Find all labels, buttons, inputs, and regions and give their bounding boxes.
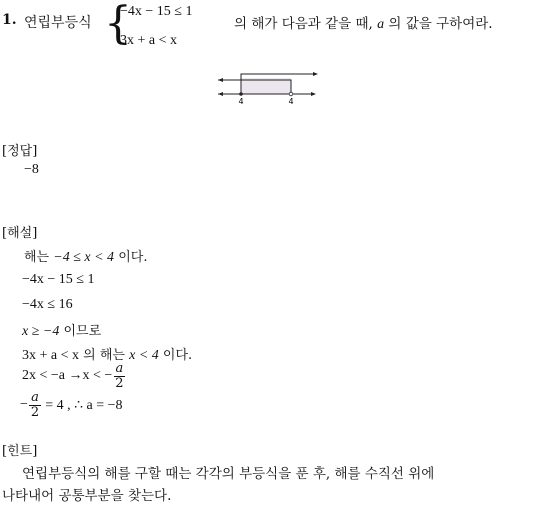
fraction-numerator: a (31, 390, 39, 405)
solution-math: x ≥ −4 (22, 324, 60, 339)
solution-text: 해는 (24, 250, 50, 265)
solution-text: 이다. (118, 250, 148, 265)
solution-math: − (20, 397, 28, 413)
solution-math: −4 ≤ x < 4 (53, 250, 115, 265)
fraction-denominator: 2 (30, 404, 40, 420)
closed-endpoint (239, 92, 243, 96)
solution-line-2: −4x − 15 ≤ 1 (22, 272, 95, 287)
upper-arrowhead (313, 72, 318, 76)
question-prompt (234, 12, 493, 33)
open-endpoint (289, 92, 293, 96)
answer-label: [정답] (2, 144, 38, 159)
axis-right-arrowhead (311, 92, 316, 96)
solution-math: 3x + a < x (22, 348, 80, 363)
fraction-numerator: a (115, 361, 124, 376)
solution-text: 의 해는 (83, 348, 125, 363)
fraction (29, 391, 41, 419)
solution-line-4 (22, 320, 101, 340)
system-inequality-2: 3x + a < x (120, 33, 178, 48)
hint-line-2: 나타내어 공통부분을 찾는다. (2, 488, 172, 504)
question-prefix: 연립부등식 (24, 15, 92, 31)
system-inequality-1: −4x − 15 ≤ 1 (120, 4, 193, 19)
axis-left-arrowhead (218, 92, 223, 96)
solution-line-5 (22, 344, 192, 364)
tick-label-left: 4 (238, 97, 244, 106)
solution-math: 2x < −a →x < − (22, 368, 113, 384)
solution-math: = 4 , ∴ a = −8 (45, 397, 123, 413)
solution-text: 이므로 (63, 324, 102, 339)
answer-value: −8 (24, 162, 39, 177)
hint-line-1: 연립부등식의 해를 구할 때는 각각의 부등식을 푼 후, 해를 수직선 위에 (22, 466, 435, 482)
solution-math: x < 4 (129, 348, 159, 363)
prompt-variable: a (377, 17, 385, 32)
system-brace: { (104, 0, 132, 49)
solution-line-1 (24, 246, 147, 266)
hint-label: [힌트] (2, 444, 38, 459)
question-number: 1. (2, 12, 17, 28)
fraction-denominator: 2 (115, 375, 124, 391)
solution-label: [해설] (2, 226, 38, 241)
number-line-figure (214, 68, 320, 108)
solution-text: 이다. (162, 348, 193, 363)
solution-line-7 (20, 391, 123, 419)
fraction (113, 362, 125, 390)
left-arrowhead-upper (218, 78, 223, 82)
tick-label-right: 4 (288, 97, 294, 106)
solution-line-3: −4x ≤ 16 (22, 297, 73, 312)
solution-line-6 (22, 362, 127, 390)
prompt-part-b: 의 값을 구하여라. (388, 16, 493, 32)
prompt-part-a: 의 해가 다음과 같을 때, (234, 16, 373, 32)
